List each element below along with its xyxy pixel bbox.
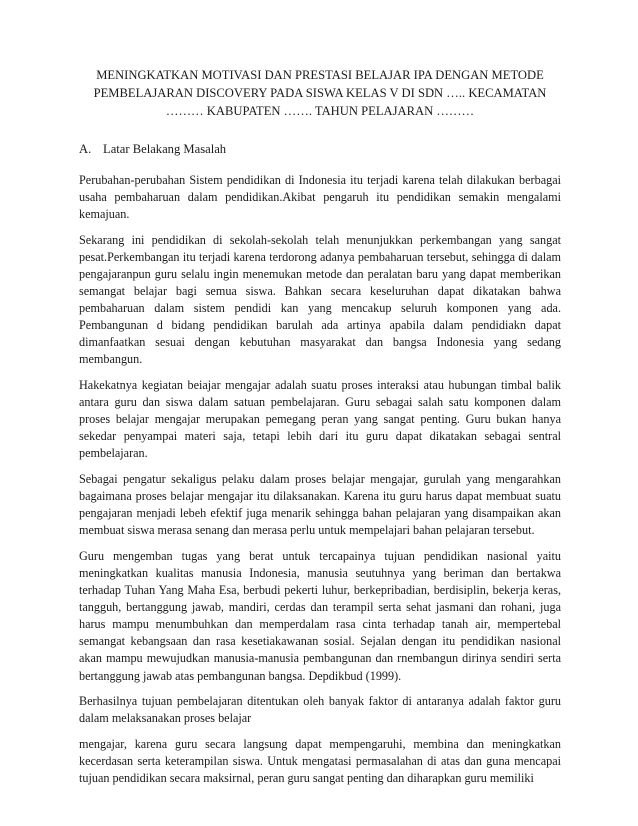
paragraph-2: Sekarang ini pendidikan di sekolah-sekolah telah menunjukkan perkembangan yang sangat pesat.Perkembangan itu terjadi karena terdorong adanya pembaharuan tersebut, sehingga di dalam pengajaranpun guru selalu ingin menemukan metode dan peralatan baru yang dapat memberikan semangat belajar bagi semua siswa. Bahkan secara keseluruhan dapat dikatakan bahwa pembaharuan dalam sistem pendidi kan yang mencakup seluruh komponen yang ada. Pembangunan d bidang pendidikan barulah ada artinya apabila dalam pendidiakn dapat dimanfaatkan sesuai dengan kebutuhan masyarakat dan bangsa Indonesia yang sedang membangun. xyxy=(79,232,561,367)
title-line-3: ……… KABUPATEN ……. TAHUN PELAJARAN ……… xyxy=(165,104,475,118)
paragraph-5: Guru mengemban tugas yang berat untuk tercapainya tujuan pendidikan nasional yaitu meningkatkan kualitas manusia Indonesia, manusia seutuhnya yang beriman dan bertakwa terhadap Tuhan Yang Maha Esa, berbudi pekerti luhur, berkepribadian, berdisiplin, bekerja keras, tangguh, bertanggung jawab, mandiri, cerdas dan terampil serta sehat jasmani dan rohani, juga harus mampu menumbuhkan dan memperdalam rasa cinta terhadap tanah air, mempertebal semangat kebangsaan dan rasa kesetiakawanan sosial. Sejalan dengan itu pendidikan nasional akan mampu mewujudkan manusia-manusia pembangunan dan rnembangun dirinya sendiri serta bertanggung jawab atas pembangunan bangsa. Depdikbud (1999). xyxy=(79,548,561,683)
paragraph-7: mengajar, karena guru secara langsung dapat mempengaruhi, membina dan meningkatkan kecerdasan serta keterampilan siswa. Untuk mengatasi permasalahan di atas dan guna mencapai tujuan pendidikan secara maksirnal, peran guru sangat penting dan diharapkan guru memiliki xyxy=(79,736,561,785)
paragraph-6: Berhasilnya tujuan pembelajaran ditentukan oleh banyak faktor di antaranya adalah faktor guru dalam melaksanakan proses belajar xyxy=(79,694,561,726)
paragraph-4: Sebagai pengatur sekaligus pelaku dalam proses belajar mengajar, gurulah yang mengarahkan bagaimana proses belajar mengajar itu dilaksanakan. Karena itu guru harus dapat membuat suatu pengajaran menjadi lebeh efektif juga menarik sehingga bahan pelajaran yang disampaikan akan membuat siswa merasa senang dan merasa perlu untuk mempelajari bahan pelajaran tersebut. xyxy=(79,472,561,538)
title-line-1: MENINGKATKAN MOTIVASI DAN PRESTASI BELAJAR IPA DENGAN METODE xyxy=(96,68,544,82)
title-line-2: PEMBELAJARAN DISCOVERY PADA SISWA KELAS V DI SDN ….. KECAMATAN xyxy=(93,86,547,100)
paragraph-1: Perubahan-perubahan Sistem pendidikan di Indonesia itu terjadi karena telah dilakukan berbagai usaha pembaharuan dalam pendidikan.Akibat pengaruh itu pendidikan semakin mengalami kemajuan. xyxy=(79,173,561,222)
document-title xyxy=(79,66,561,120)
section-heading xyxy=(79,140,561,158)
document-page xyxy=(79,66,561,796)
section-title: Latar Belakang Masalah xyxy=(103,142,227,156)
paragraph-3: Hakekatnya kegiatan beiajar mengajar adalah suatu proses interaksi atau hubungan timbal balik antara guru dan siswa dalam satuan pembelajaran. Guru sebagai salah satu komponen dalam proses belajar mengajar merupakan pemegang peran yang sangat penting. Guru bukan hanya sekedar penyampai materi saja, tetapi lebih dari itu guru dapat dikatakan sebagai sentral pembelajaran. xyxy=(79,378,561,461)
section-number: A. xyxy=(79,142,92,156)
